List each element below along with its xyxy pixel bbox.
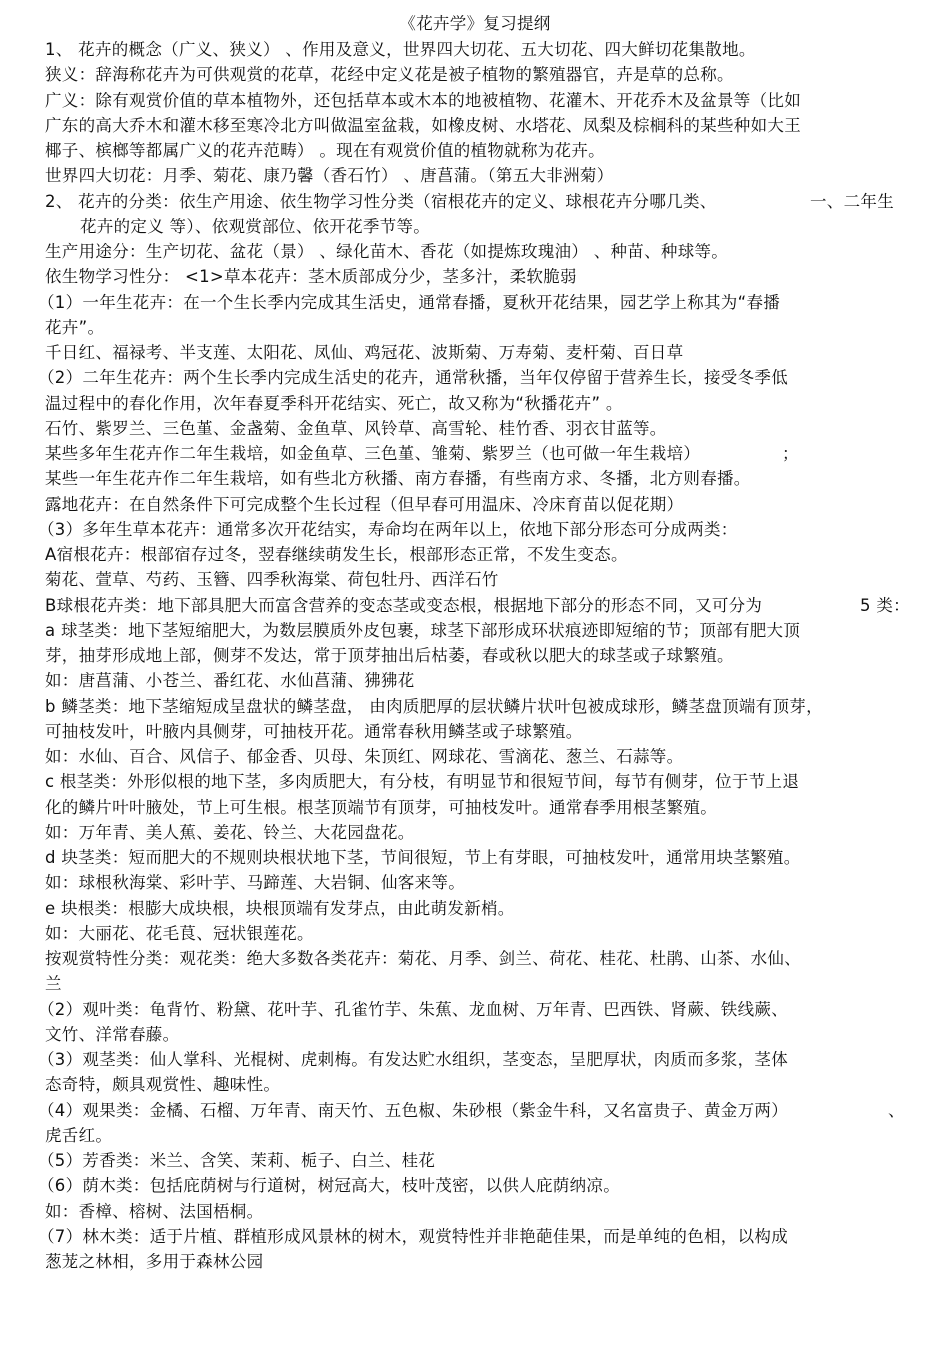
text-line: 如：万年青、美人蕉、姜花、铃兰、大花园盘花。 [45,822,415,842]
text-line: 可抽枝发叶，叶腋内具侧芽，可抽枝开花。通常春秋用鳞茎或子球繁殖。 [45,721,583,741]
text-line: 狭义：辞海称花卉为可供观赏的花草，花经中定义花是被子植物的繁殖器官，卉是草的总称。 [45,65,734,85]
text-line: 依生物学习性分： <1>草本花卉：茎木质部成分少，茎多汁，柔软脆弱 [45,267,577,287]
text-line: 温过程中的春化作用，次年春夏季科开花结实、死亡，故又称为“秋播花卉” 。 [45,393,623,413]
document-body [0,37,950,1274]
text-line: 花卉”。 [45,317,105,337]
text-line-wrap [0,441,950,466]
text-line: 某些一年生花卉作二年生栽培，如有些北方秋播、南方春播，有些南方求、冬播，北方则春播。 [45,469,751,489]
text-line: d 块茎类：短而肥大的不规则块根状地下茎，节间很短，节上有芽眼，可抽枝发叶，通常用块茎繁殖。 [45,848,801,867]
text-line: （2）观叶类：龟背竹、粉黛、花叶芋、孔雀竹芋、朱蕉、龙血树、万年青、巴西铁、肾蕨、铁线蕨、 [38,999,788,1019]
text-line: 葱茏之林相，多用于森林公园 [45,1252,264,1271]
text-line: 椰子、槟榔等都属广义的花卉范畴） 。现在有观赏价值的植物就称为花卉。 [45,141,605,160]
text-line: 芽，抽芽形成地上部，侧芽不发达，常于顶芽抽出后枯萎，春或秋以肥大的球茎或子球繁殖。 [45,646,734,665]
text-line: 世界四大切花：月季、菊花、康乃馨（香石竹） 、唐菖蒲。（第五大非洲菊） [45,166,614,186]
text-line: 石竹、紫罗兰、三色堇、金盏菊、金鱼草、风铃草、高雪轮、桂竹香、羽衣甘蓝等。 [45,418,667,438]
text-line: （3）多年生草本花卉：通常多次开花结实，寿命均在两年以上，依地下部分形态可分成两类： [38,519,738,539]
text-line: 生产用途分：生产切花、盆花（景） 、绿化苗木、香花（如提炼玫瑰油） 、种苗、种球等。 [45,242,729,261]
text-line: （6）荫木类：包括庇荫树与行道树，树冠高大，枝叶茂密，以供人庇荫纳凉。 [38,1176,620,1196]
text-line: 按观赏特性分类：观花类：绝大多数各类花卉：菊花、月季、剑兰、荷花、桂花、杜鹃、山茶、水仙、 [45,949,801,968]
text-line: 广义：除有观赏价值的草本植物外，还包括草本或木本的地被植物、花灌木、开花乔木及盆景等（比如 [45,90,801,110]
text-line: 文竹、洋常春藤。 [45,1024,180,1044]
text-line-tail: 一、二年生 [810,191,894,211]
text-line: 1、 花卉的概念（广义、狭义） 、作用及意义，世界四大切花、五大切花、四大鲜切花集散地。 [45,40,756,59]
text-line-tail: 5 类： [860,595,910,615]
text-line-wrap [0,1098,950,1123]
text-line: A宿根花卉：根部宿存过冬，翌春继续萌发生长，根部形态正常，不发生变态。 [45,545,628,564]
text-line-wrap [0,189,950,214]
text-line: （1）一年生花卉：在一个生长季内完成其生活史，通常春播，夏秋开花结果，园艺学上称其为“春播 [38,292,781,312]
text-line: 如：大丽花、花毛茛、冠状银莲花。 [45,923,314,943]
text-line: 千日红、福禄考、半支莲、太阳花、凤仙、鸡冠花、波斯菊、万寿菊、麦杆菊、百日草 [45,343,684,362]
text-line: 如：水仙、百合、风信子、郁金香、贝母、朱顶红、网球花、雪滴花、葱兰、石蒜等。 [45,747,684,766]
text-line: 2、 花卉的分类：依生产用途、依生物学习性分类（宿根花卉的定义、球根花卉分哪几类、 [45,191,717,211]
text-line: 菊花、萱草、芍药、玉簪、四季秋海棠、荷包牡丹、西洋石竹 [45,570,499,590]
text-line-tail: ； [782,444,799,463]
text-line: a 球茎类：地下茎短缩肥大，为数层膜质外皮包裹，球茎下部形成环状痕迹即短缩的节；顶部有肥大顶 [45,620,801,640]
text-line-tail: 、 [888,1100,905,1120]
text-line: 广东的高大乔木和灌木移至寒冷北方叫做温室盆栽，如橡皮树、水塔花、凤梨及棕榈科的某些种如大王 [45,115,801,135]
text-line: 花卉的定义 等）、依观赏部位、依开花季节等。 [80,216,431,236]
text-line: 虎舌红。 [45,1125,113,1145]
text-line: （2）二年生花卉：两个生长季内完成生活史的花卉，通常秋播，当年仅停留于营养生长，接受冬季低 [38,368,788,388]
text-line-wrap [0,593,950,618]
text-line: B球根花卉类：地下部具肥大而富含营养的变态茎或变态根，根据地下部分的形态不同，又可分为 [45,595,763,615]
text-line: c 根茎类：外形似根的地下茎，多肉质肥大，有分枝，有明显节和很短节间，每节有侧芽，位于节上退 [45,772,800,792]
document-title: 《花卉学》复习提纲 [399,14,551,33]
text-line: 如：唐菖蒲、小苍兰、番红花、水仙菖蒲、狒狒花 [45,671,415,691]
text-line: 如：球根秋海棠、彩叶芋、马蹄莲、大岩铜、仙客来等。 [45,873,465,893]
text-line: 如：香樟、榕树、法国梧桐。 [45,1201,264,1221]
text-line: 态奇特，颇具观赏性、趣味性。 [45,1075,281,1095]
text-line: （5）芳香类：米兰、含笑、茉莉、栀子、白兰、桂花 [38,1151,436,1170]
text-line: b 鳞茎类：地下茎缩短成呈盘状的鳞茎盘， 由肉质肥厚的层状鳞片状叶包被成球形，鳞茎盘顶端有顶芽， [45,696,823,716]
text-line: 某些多年生花卉作二年生栽培，如金鱼草、三色堇、雏菊、紫罗兰（也可做一年生栽培） [45,444,701,463]
text-line: 兰 [45,974,62,994]
text-line: （3）观茎类：仙人掌科、光棍树、虎刺梅。有发达贮水组织，茎变态，呈肥厚状，肉质而多浆，茎体 [38,1050,788,1069]
text-line: （4）观果类：金橘、石榴、万年青、南天竹、五色椒、朱砂根（紫金牛科，又名富贵子、黄金万两） [38,1100,788,1120]
text-line: 露地花卉：在自然条件下可完成整个生长过程（但早春可用温床、冷床育苗以促花期） [45,494,684,514]
text-line: （7）林木类：适于片植、群植形成风景林的树木，观赏特性并非艳葩佳果，而是单纯的色相，以构成 [38,1226,788,1246]
text-line: e 块根类：根膨大成块根，块根顶端有发芽点，由此萌发新梢。 [45,898,515,918]
text-line: 化的鳞片叶叶腋处，节上可生根。根茎顶端节有顶芽，可抽枝发叶。通常春季用根茎繁殖。 [45,797,717,817]
